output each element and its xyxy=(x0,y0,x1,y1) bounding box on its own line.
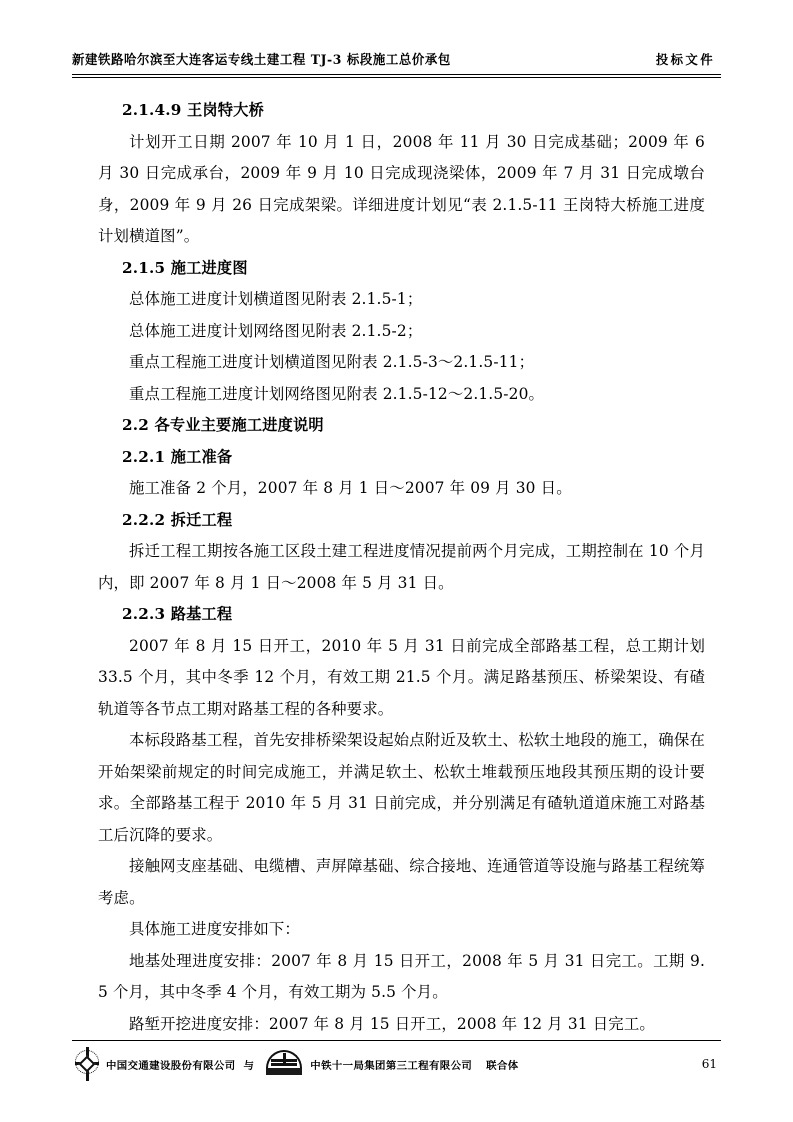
header-document-type: 投标文件 xyxy=(655,52,715,67)
heading-2-2-3: 2.2.3 路基工程 xyxy=(122,605,233,623)
heading-2-2: 2.2 各专业主要施工进度说明 xyxy=(122,416,324,434)
heading-2-1-5: 2.1.5 施工进度图 xyxy=(122,258,248,277)
header-project-title: 新建铁路哈尔滨至大连客运专线土建工程 TJ-3 标段施工总价承包 xyxy=(72,51,451,67)
footer-divider-rule xyxy=(72,1040,721,1041)
paragraph-cutting-excavation-schedule: 路堑开挖进度安排：2007 年 8 月 15 日开工，2008 年 12 月 31 日完工。 xyxy=(129,1014,655,1033)
footer-conjunction: 与 xyxy=(243,1059,255,1072)
footer-company-1: 中国交通建设股份有限公司 xyxy=(106,1059,236,1072)
paragraph-wanggang-bridge-schedule: 计划开工日期 2007 年 10 月 1 日，2008 年 11 月 30 日完成基础；2009 年 6 月 30 日完成承台，2009 年 9 月 10 日完成现浇梁体，2009 年 7 月 31 日完成墩台身，2009 年 9 月 26 日完成架梁。详细进度计划见“表 2.1.5-11 王岗特大桥施工进度计划横道图”。 xyxy=(98,132,705,245)
page-header xyxy=(72,50,721,68)
paragraph-ancillary-facilities: 接触网支座基础、电缆槽、声屏障基础、综合接地、连通管道等设施与路基工程统筹考虑。 xyxy=(98,857,705,907)
paragraph-construction-preparation: 施工准备 2 个月，2007 年 8 月 1 日～2007 年 09 月 30 日。 xyxy=(129,479,572,497)
paragraph-detailed-schedule-intro: 具体施工进度安排如下： xyxy=(129,920,300,938)
list-item-schedule-gantt-key: 重点工程施工进度计划横道图见附表 2.1.5-3～2.1.5-11； xyxy=(129,353,535,371)
cccc-compass-logo-icon xyxy=(72,1048,102,1080)
paragraph-subgrade-sequence: 本标段路基工程，首先安排桥梁架设起始点附近及软土、松软土地段的施工，确保在开始架梁前规定的时间完成施工，并满足软土、松软土堆载预压地段其预压期的设计要求。全部路基工程于 2010 年 5 月 31 日前完成，并分别满足有碴轨道道床施工对路基工后沉降的要求。 xyxy=(98,731,705,844)
heading-2-1-4-9: 2.1.4.9 王岗特大桥 xyxy=(122,101,264,119)
china-railway-logo-icon xyxy=(264,1049,304,1079)
footer-consortium-line xyxy=(72,1048,519,1080)
heading-2-2-1: 2.2.1 施工准备 xyxy=(122,447,233,466)
page-footer xyxy=(72,1048,721,1080)
document-body xyxy=(98,95,705,1040)
paragraph-demolition-works: 拆迁工程工期按各施工区段土建工程进度情况提前两个月完成，工期控制在 10 个月内，即 2007 年 8 月 1 日～2008 年 5 月 31 日。 xyxy=(98,542,705,592)
paragraph-subgrade-overall-schedule: 2007 年 8 月 15 日开工，2010 年 5 月 31 日前完成全部路基工程，总工期计划 33.5 个月，其中冬季 12 个月，有效工期 21.5 个月。满足路基预压、桥梁架设、有碴轨道等各节点工期对路基工程的各种要求。 xyxy=(98,636,705,718)
header-divider-rule xyxy=(72,74,721,78)
footer-joint-venture-label: 联合体 xyxy=(486,1059,519,1072)
list-item-schedule-network-overall: 总体施工进度计划网络图见附表 2.1.5-2； xyxy=(129,321,423,340)
heading-2-2-2: 2.2.2 拆迁工程 xyxy=(122,510,233,529)
paragraph-foundation-treatment-schedule: 地基处理进度安排：2007 年 8 月 15 日开工，2008 年 5 月 31 日完工。工期 9.5 个月，其中冬季 4 个月，有效工期为 5.5 个月。 xyxy=(98,951,705,1001)
list-item-schedule-network-key: 重点工程施工进度计划网络图见附表 2.1.5-12～2.1.5-20。 xyxy=(129,384,545,403)
page-number: 61 xyxy=(701,1057,717,1071)
footer-company-2: 中铁十一局集团第三工程有限公司 xyxy=(310,1059,473,1072)
list-item-schedule-gantt-overall: 总体施工进度计划横道图见附表 2.1.5-1； xyxy=(129,290,423,308)
